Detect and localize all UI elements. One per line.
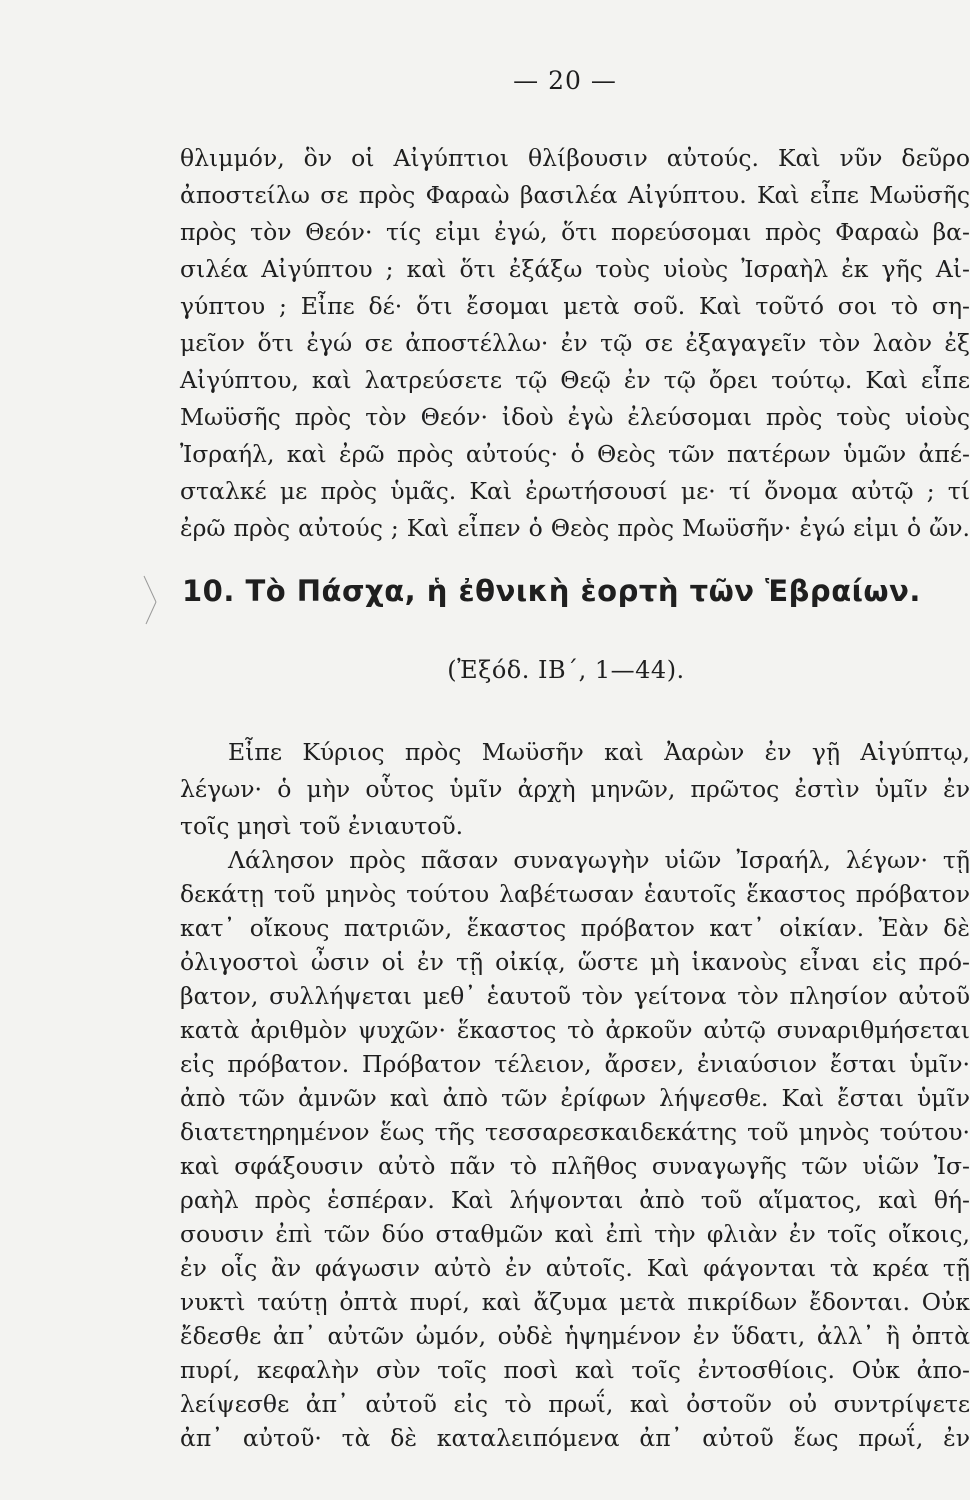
text-line: ἔδεσθε ἀπ᾽ αὐτῶν ὠμόν, οὐδὲ ἡψημένον ἐν ὕδατι, ἀλλ᾽ ἢ ὀπτὰ <box>180 1322 970 1350</box>
text-line: ἀπὸ τῶν ἀμνῶν καὶ ἀπὸ τῶν ἐρίφων λήψεσθε. Καὶ ἔσται ὑμῖν <box>180 1084 970 1112</box>
text-line: ἐρῶ πρὸς αὐτούς ; Καὶ εἶπεν ὁ Θεὸς πρὸς Μωϋσῆν· ἐγώ εἰμι ὁ ὤν. <box>180 514 970 542</box>
text-line: εἰς πρόβατον. Πρόβατον τέλειον, ἄρσεν, ἐνιαύσιον ἔσται ὑμῖν· <box>180 1050 970 1078</box>
text-line: λέγων· ὁ μὴν οὗτος ὑμῖν ἀρχὴ μηνῶν, πρῶτος ἐστὶν ὑμῖν ἐν <box>180 775 970 803</box>
text-line: κατ᾽ οἴκους πατριῶν, ἕκαστος πρόβατον κατ᾽ οἰκίαν. Ἐὰν δὲ <box>180 914 970 942</box>
text-line: ἀπ᾽ αὐτοῦ· τὰ δὲ καταλειπόμενα ἀπ᾽ αὐτοῦ ἕως πρωΐ, ἐν <box>180 1424 970 1452</box>
text-line: ραὴλ πρὸς ἑσπέραν. Καὶ λήψονται ἀπὸ τοῦ αἵματος, καὶ θή- <box>180 1186 970 1214</box>
text-line: σταλκέ με πρὸς ὑμᾶς. Καὶ ἐρωτήσουσί με· τί ὄνομα αὐτῷ ; τί <box>180 477 970 505</box>
text-line: διατετηρημένον ἕως τῆς τεσσαρεσκαιδεκάτης τοῦ μηνὸς τούτου· <box>180 1118 970 1146</box>
text-line: νυκτὶ ταύτῃ ὀπτὰ πυρί, καὶ ἄζυμα μετὰ πικρίδων ἔδονται. Οὐκ <box>180 1288 970 1316</box>
text-line: γύπτου ; Εἶπε δέ· ὅτι ἔσομαι μετὰ σοῦ. Καὶ τοῦτό σοι τὸ ση- <box>180 292 970 320</box>
section-heading: 10. Τὸ Πάσχα, ἡ ἐθνικὴ ἑορτὴ τῶν Ἑβραίων. <box>182 574 921 608</box>
text-line: Λάλησον πρὸς πᾶσαν συναγωγὴν υἱῶν Ἰσραήλ, λέγων· τῇ <box>228 846 970 874</box>
text-line: Μωϋσῆς πρὸς τὸν Θεόν· ἰδοὺ ἐγὼ ἐλεύσομαι πρὸς τοὺς υἱοὺς <box>180 403 970 431</box>
text-line: μεῖον ὅτι ἐγώ σε ἀποστέλλω· ἐν τῷ σε ἐξαγαγεῖν τὸν λαὸν ἐξ <box>180 329 970 357</box>
text-line: θλιμμόν, ὃν οἱ Αἰγύπτιοι θλίβουσιν αὐτούς. Καὶ νῦν δεῦρο <box>180 144 970 172</box>
text-line: σιλέα Αἰγύπτου ; καὶ ὅτι ἐξάξω τοὺς υἱοὺς Ἰσραὴλ ἐκ γῆς Αἰ- <box>180 255 970 283</box>
text-line: Ἰσραήλ, καὶ ἐρῶ πρὸς αὐτούς· ὁ Θεὸς τῶν πατέρων ὑμῶν ἀπέ- <box>180 440 970 468</box>
text-line: σουσιν ἐπὶ τῶν δύο σταθμῶν καὶ ἐπὶ τὴν φλιὰν ἐν τοῖς οἴκοις, <box>180 1220 970 1248</box>
text-line: κατὰ ἀριθμὸν ψυχῶν· ἕκαστος τὸ ἀρκοῦν αὐτῷ συναριθμήσεται <box>180 1016 970 1044</box>
text-line: ἐν οἷς ἂν φάγωσιν αὐτὸ ἐν αὐτοῖς. Καὶ φάγονται τὰ κρέα τῇ <box>180 1254 970 1282</box>
text-line: ἀποστείλω σε πρὸς Φαραὼ βασιλέα Αἰγύπτου. Καὶ εἶπε Μωϋσῆς <box>180 181 970 209</box>
page-number: — 20 — <box>513 66 617 95</box>
text-line: Εἶπε Κύριος πρὸς Μωϋσῆν καὶ Ἀαρὼν ἐν γῇ Αἰγύπτῳ, <box>228 738 970 766</box>
text-line: Αἰγύπτου, καὶ λατρεύσετε τῷ Θεῷ ἐν τῷ ὄρει τούτῳ. Καὶ εἶπε <box>180 366 970 394</box>
text-line: πυρί, κεφαλὴν σὺν τοῖς ποσὶ καὶ τοῖς ἐντοσθίοις. Οὐκ ἀπο- <box>180 1356 970 1384</box>
text-line: ὀλιγοστοὶ ὦσιν οἱ ἐν τῇ οἰκίᾳ, ὥστε μὴ ἱκανοὺς εἶναι εἰς πρό- <box>180 948 970 976</box>
scripture-reference: (Ἐξόδ. ΙΒ΄, 1—44). <box>447 656 685 684</box>
text-line: καὶ σφάξουσιν αὐτὸ πᾶν τὸ πλῆθος συναγωγῆς τῶν υἱῶν Ἰσ- <box>180 1152 970 1180</box>
text-line: λείψεσθε ἀπ᾽ αὐτοῦ εἰς τὸ πρωΐ, καὶ ὀστοῦν οὐ συντρίψετε <box>180 1390 970 1418</box>
margin-pencil-mark <box>140 572 170 627</box>
text-line: τοῖς μησὶ τοῦ ἐνιαυτοῦ. <box>180 812 464 840</box>
text-line: βατον, συλλήψεται μεθ᾽ ἑαυτοῦ τὸν γείτονα τὸν πλησίον αὐτοῦ <box>180 982 970 1010</box>
text-line: πρὸς τὸν Θεόν· τίς εἰμι ἐγώ, ὅτι πορεύσομαι πρὸς Φαραὼ βα- <box>180 218 970 246</box>
text-line: δεκάτῃ τοῦ μηνὸς τούτου λαβέτωσαν ἑαυτοῖς ἕκαστος πρόβατον <box>180 880 970 908</box>
